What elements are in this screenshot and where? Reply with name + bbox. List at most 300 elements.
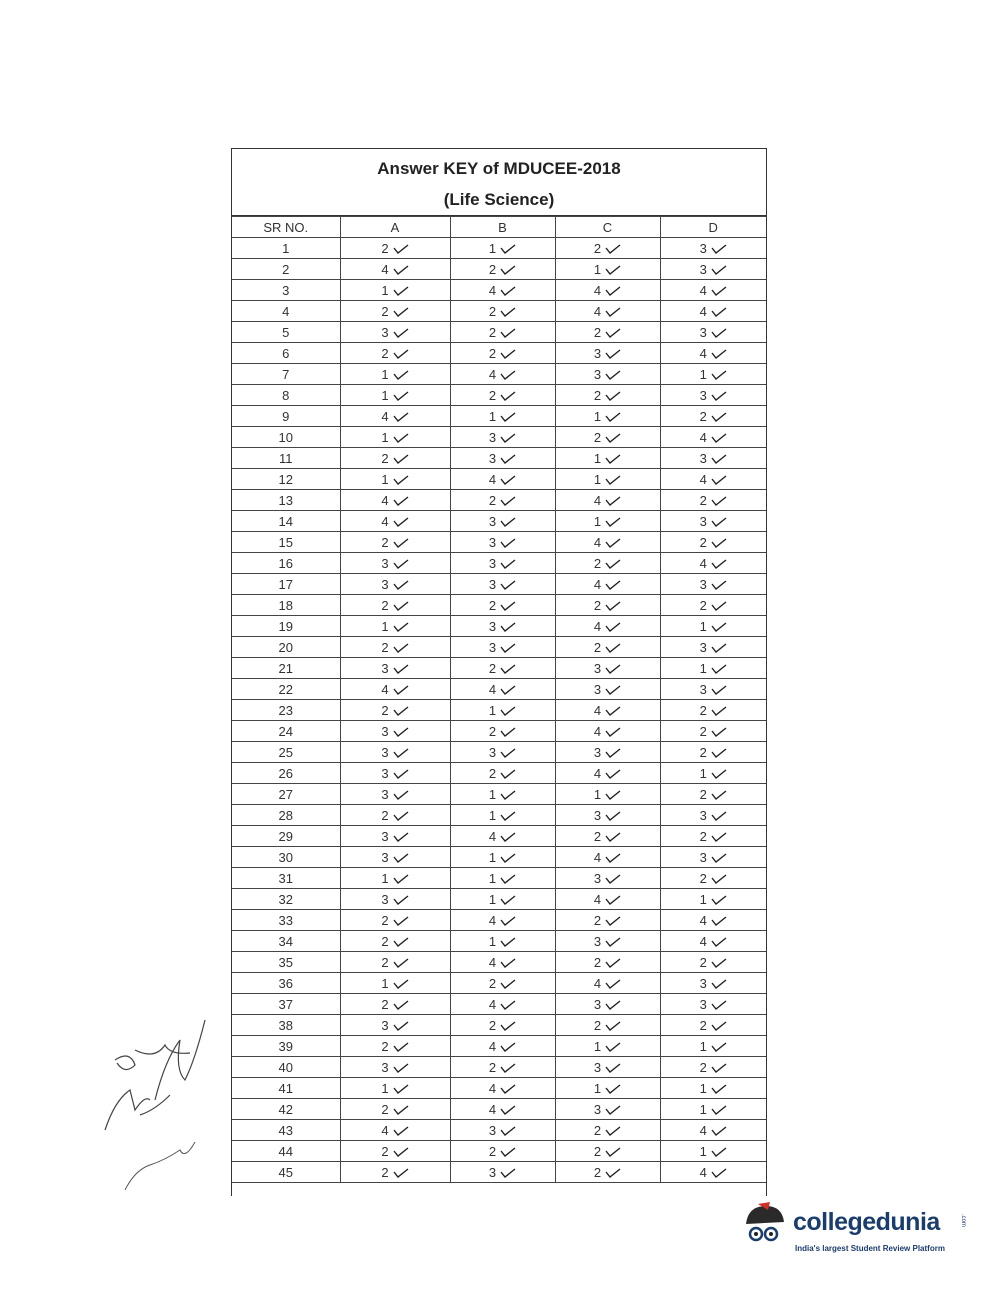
table-row xyxy=(232,280,766,301)
answer-value: 2 xyxy=(381,996,389,1012)
answer-value: 1 xyxy=(593,513,602,529)
answer-value: 1 xyxy=(699,1038,707,1054)
answer-value: 2 xyxy=(593,597,602,613)
serial-number: 6 xyxy=(282,345,290,361)
cell-d xyxy=(660,469,766,490)
answer-value: 3 xyxy=(699,240,707,256)
answer-value: 1 xyxy=(488,786,497,802)
answer-value: 2 xyxy=(593,954,602,970)
checkmark-icon xyxy=(605,496,621,506)
answer-value: 2 xyxy=(593,555,602,571)
table-row xyxy=(232,1099,766,1120)
cell-sr-no xyxy=(232,595,340,616)
table-row xyxy=(232,553,766,574)
checkmark-icon xyxy=(711,727,727,737)
checkmark-icon xyxy=(500,643,516,653)
checkmark-icon xyxy=(393,496,409,506)
cell-d xyxy=(660,1162,766,1183)
checkmark-icon xyxy=(393,244,409,254)
cell-b xyxy=(450,553,555,574)
cell-sr-no xyxy=(232,427,340,448)
cell-b xyxy=(450,1057,555,1078)
cell-c xyxy=(555,658,660,679)
cell-c xyxy=(555,1120,660,1141)
cell-c xyxy=(555,805,660,826)
answer-value: 4 xyxy=(488,996,497,1012)
table-row xyxy=(232,847,766,868)
serial-number: 35 xyxy=(278,954,293,970)
cell-c xyxy=(555,595,660,616)
collegedunia-logo xyxy=(738,1200,968,1260)
header-d: D xyxy=(660,217,766,238)
checkmark-icon xyxy=(605,769,621,779)
cell-a xyxy=(340,343,450,364)
checkmark-icon xyxy=(393,1105,409,1115)
cell-b xyxy=(450,595,555,616)
cell-sr-no xyxy=(232,952,340,973)
cell-c xyxy=(555,637,660,658)
checkmark-icon xyxy=(393,979,409,989)
answer-value: 4 xyxy=(699,471,707,487)
checkmark-icon xyxy=(711,1105,727,1115)
cell-b xyxy=(450,910,555,931)
cell-a xyxy=(340,973,450,994)
cell-d xyxy=(660,826,766,847)
cell-c xyxy=(555,952,660,973)
answer-value: 1 xyxy=(488,240,497,256)
table-row xyxy=(232,1036,766,1057)
cell-sr-no xyxy=(232,889,340,910)
checkmark-icon xyxy=(711,916,727,926)
answer-value: 3 xyxy=(488,429,497,445)
answer-value: 4 xyxy=(593,618,602,634)
cell-c xyxy=(555,238,660,259)
serial-number: 36 xyxy=(278,975,293,991)
answer-value: 4 xyxy=(488,282,497,298)
answer-value: 2 xyxy=(593,240,602,256)
checkmark-icon xyxy=(393,1147,409,1157)
cell-a xyxy=(340,427,450,448)
answer-value: 3 xyxy=(488,639,497,655)
cell-sr-no xyxy=(232,385,340,406)
answer-value: 2 xyxy=(699,702,707,718)
header-c: C xyxy=(555,217,660,238)
cell-c xyxy=(555,364,660,385)
cell-c xyxy=(555,511,660,532)
answer-value: 2 xyxy=(488,765,497,781)
serial-number: 12 xyxy=(278,471,293,487)
cell-b xyxy=(450,322,555,343)
answer-value: 4 xyxy=(381,261,389,277)
answer-value: 4 xyxy=(381,492,389,508)
table-row xyxy=(232,826,766,847)
answer-value: 3 xyxy=(381,723,389,739)
checkmark-icon xyxy=(711,1147,727,1157)
cell-c xyxy=(555,868,660,889)
cell-d xyxy=(660,280,766,301)
answer-value: 3 xyxy=(381,891,389,907)
answer-table xyxy=(232,216,766,1183)
checkmark-icon xyxy=(500,622,516,632)
answer-value: 4 xyxy=(593,975,602,991)
cell-c xyxy=(555,931,660,952)
serial-number: 22 xyxy=(278,681,293,697)
cell-c xyxy=(555,889,660,910)
answer-value: 3 xyxy=(593,1059,602,1075)
table-row xyxy=(232,1141,766,1162)
checkmark-icon xyxy=(605,622,621,632)
cell-d xyxy=(660,868,766,889)
cell-a xyxy=(340,406,450,427)
cell-d xyxy=(660,385,766,406)
checkmark-icon xyxy=(605,433,621,443)
cell-c xyxy=(555,1036,660,1057)
checkmark-icon xyxy=(605,874,621,884)
cell-sr-no xyxy=(232,238,340,259)
cell-c xyxy=(555,1141,660,1162)
answer-value: 2 xyxy=(488,324,497,340)
cell-c xyxy=(555,721,660,742)
checkmark-icon xyxy=(393,1063,409,1073)
answer-value: 2 xyxy=(381,1164,389,1180)
cell-sr-no xyxy=(232,259,340,280)
answer-value: 3 xyxy=(699,681,707,697)
cell-d xyxy=(660,973,766,994)
answer-value: 1 xyxy=(488,870,497,886)
checkmark-icon xyxy=(711,664,727,674)
cell-b xyxy=(450,1120,555,1141)
answer-value: 4 xyxy=(593,282,602,298)
header-a: A xyxy=(340,217,450,238)
table-body xyxy=(232,238,766,1183)
answer-value: 1 xyxy=(593,1080,602,1096)
checkmark-icon xyxy=(605,916,621,926)
cell-sr-no xyxy=(232,322,340,343)
checkmark-icon xyxy=(711,244,727,254)
cell-c xyxy=(555,973,660,994)
answer-value: 2 xyxy=(381,912,389,928)
checkmark-icon xyxy=(605,958,621,968)
checkmark-icon xyxy=(605,412,621,422)
cell-b xyxy=(450,658,555,679)
serial-number: 40 xyxy=(278,1059,293,1075)
serial-number: 38 xyxy=(278,1017,293,1033)
answer-key-sheet xyxy=(231,148,767,1196)
cell-sr-no xyxy=(232,301,340,322)
checkmark-icon xyxy=(500,496,516,506)
checkmark-icon xyxy=(605,1084,621,1094)
table-row xyxy=(232,763,766,784)
cell-b xyxy=(450,280,555,301)
checkmark-icon xyxy=(605,1042,621,1052)
checkmark-icon xyxy=(605,895,621,905)
answer-value: 4 xyxy=(593,576,602,592)
answer-value: 4 xyxy=(699,1164,707,1180)
cell-d xyxy=(660,490,766,511)
answer-value: 4 xyxy=(488,366,497,382)
table-row xyxy=(232,700,766,721)
table-row xyxy=(232,385,766,406)
cell-a xyxy=(340,574,450,595)
answer-value: 3 xyxy=(381,828,389,844)
checkmark-icon xyxy=(605,706,621,716)
cell-b xyxy=(450,1078,555,1099)
checkmark-icon xyxy=(500,307,516,317)
answer-value: 2 xyxy=(381,534,389,550)
cell-a xyxy=(340,847,450,868)
answer-value: 2 xyxy=(488,492,497,508)
serial-number: 23 xyxy=(278,702,293,718)
answer-value: 4 xyxy=(381,513,389,529)
cell-a xyxy=(340,385,450,406)
answer-value: 1 xyxy=(381,618,389,634)
table-row xyxy=(232,1057,766,1078)
checkmark-icon xyxy=(711,433,727,443)
checkmark-icon xyxy=(500,1105,516,1115)
cell-b xyxy=(450,532,555,553)
checkmark-icon xyxy=(393,685,409,695)
cell-b xyxy=(450,805,555,826)
serial-number: 28 xyxy=(278,807,293,823)
document-title: Answer KEY of MDUCEE-2018 xyxy=(377,159,621,178)
answer-value: 4 xyxy=(593,765,602,781)
checkmark-icon xyxy=(500,559,516,569)
answer-value: 3 xyxy=(488,618,497,634)
checkmark-icon xyxy=(605,1063,621,1073)
cell-d xyxy=(660,784,766,805)
cell-sr-no xyxy=(232,532,340,553)
checkmark-icon xyxy=(711,874,727,884)
checkmark-icon xyxy=(500,601,516,611)
serial-number: 26 xyxy=(278,765,293,781)
cell-b xyxy=(450,1099,555,1120)
checkmark-icon xyxy=(500,1147,516,1157)
answer-value: 1 xyxy=(593,450,602,466)
cell-c xyxy=(555,847,660,868)
table-header-row xyxy=(232,217,766,238)
checkmark-icon xyxy=(711,412,727,422)
cell-a xyxy=(340,616,450,637)
answer-value: 1 xyxy=(593,786,602,802)
checkmark-icon xyxy=(605,643,621,653)
checkmark-icon xyxy=(393,559,409,569)
checkmark-icon xyxy=(711,517,727,527)
cell-a xyxy=(340,511,450,532)
answer-value: 3 xyxy=(593,345,602,361)
checkmark-icon xyxy=(393,370,409,380)
answer-value: 2 xyxy=(593,324,602,340)
cell-a xyxy=(340,805,450,826)
checkmark-icon xyxy=(393,916,409,926)
checkmark-icon xyxy=(500,349,516,359)
answer-value: 2 xyxy=(488,660,497,676)
checkmark-icon xyxy=(711,790,727,800)
checkmark-icon xyxy=(711,1000,727,1010)
cell-d xyxy=(660,1099,766,1120)
cell-c xyxy=(555,616,660,637)
answer-value: 2 xyxy=(699,954,707,970)
checkmark-icon xyxy=(605,727,621,737)
checkmark-icon xyxy=(605,328,621,338)
cell-c xyxy=(555,574,660,595)
checkmark-icon xyxy=(605,1000,621,1010)
cell-a xyxy=(340,763,450,784)
table-row xyxy=(232,532,766,553)
answer-value: 1 xyxy=(381,870,389,886)
answer-value: 1 xyxy=(699,660,707,676)
cell-sr-no xyxy=(232,847,340,868)
cell-d xyxy=(660,406,766,427)
answer-value: 2 xyxy=(488,1059,497,1075)
cell-a xyxy=(340,931,450,952)
cell-a xyxy=(340,322,450,343)
cell-b xyxy=(450,1162,555,1183)
cell-b xyxy=(450,994,555,1015)
table-row xyxy=(232,322,766,343)
serial-number: 2 xyxy=(282,261,290,277)
cell-a xyxy=(340,280,450,301)
answer-value: 3 xyxy=(593,870,602,886)
cell-b xyxy=(450,406,555,427)
answer-value: 2 xyxy=(699,870,707,886)
serial-number: 39 xyxy=(278,1038,293,1054)
answer-value: 3 xyxy=(488,1122,497,1138)
cell-d xyxy=(660,343,766,364)
logo-tagline: India's largest Student Review Platform xyxy=(795,1244,945,1253)
checkmark-icon xyxy=(393,475,409,485)
answer-value: 2 xyxy=(381,597,389,613)
checkmark-icon xyxy=(393,601,409,611)
cell-c xyxy=(555,910,660,931)
answer-value: 2 xyxy=(699,597,707,613)
answer-value: 2 xyxy=(488,387,497,403)
checkmark-icon xyxy=(605,517,621,527)
cell-a xyxy=(340,637,450,658)
cell-a xyxy=(340,1099,450,1120)
cell-sr-no xyxy=(232,490,340,511)
checkmark-icon xyxy=(605,979,621,989)
serial-number: 31 xyxy=(278,870,293,886)
cell-d xyxy=(660,721,766,742)
checkmark-icon xyxy=(605,1168,621,1178)
checkmark-icon xyxy=(393,769,409,779)
table-row xyxy=(232,868,766,889)
cell-sr-no xyxy=(232,406,340,427)
answer-value: 2 xyxy=(699,492,707,508)
cell-a xyxy=(340,679,450,700)
checkmark-icon xyxy=(711,1021,727,1031)
answer-value: 1 xyxy=(593,408,602,424)
checkmark-icon xyxy=(500,412,516,422)
answer-value: 1 xyxy=(488,702,497,718)
checkmark-icon xyxy=(605,937,621,947)
checkmark-icon xyxy=(393,1042,409,1052)
answer-value: 3 xyxy=(593,366,602,382)
answer-value: 3 xyxy=(699,513,707,529)
cell-d xyxy=(660,364,766,385)
handwritten-signatures xyxy=(95,900,235,1200)
cell-sr-no xyxy=(232,805,340,826)
cell-b xyxy=(450,931,555,952)
cell-d xyxy=(660,1120,766,1141)
answer-value: 3 xyxy=(381,555,389,571)
cell-sr-no xyxy=(232,679,340,700)
answer-value: 2 xyxy=(488,261,497,277)
cell-d xyxy=(660,994,766,1015)
answer-value: 4 xyxy=(699,1122,707,1138)
checkmark-icon xyxy=(711,622,727,632)
table-row xyxy=(232,574,766,595)
table-row xyxy=(232,784,766,805)
answer-value: 4 xyxy=(488,1038,497,1054)
answer-value: 1 xyxy=(381,471,389,487)
cell-a xyxy=(340,553,450,574)
checkmark-icon xyxy=(500,811,516,821)
table-row xyxy=(232,238,766,259)
cell-a xyxy=(340,490,450,511)
checkmark-icon xyxy=(500,328,516,338)
checkmark-icon xyxy=(605,475,621,485)
cell-d xyxy=(660,931,766,952)
checkmark-icon xyxy=(393,265,409,275)
cell-b xyxy=(450,889,555,910)
cell-sr-no xyxy=(232,742,340,763)
checkmark-icon xyxy=(605,307,621,317)
serial-number: 43 xyxy=(278,1122,293,1138)
checkmark-icon xyxy=(711,1084,727,1094)
checkmark-icon xyxy=(605,370,621,380)
checkmark-icon xyxy=(500,454,516,464)
answer-value: 4 xyxy=(699,303,707,319)
checkmark-icon xyxy=(393,433,409,443)
checkmark-icon xyxy=(500,475,516,485)
checkmark-icon xyxy=(711,958,727,968)
serial-number: 44 xyxy=(278,1143,293,1159)
cell-a xyxy=(340,721,450,742)
cell-d xyxy=(660,1078,766,1099)
cell-sr-no xyxy=(232,931,340,952)
checkmark-icon xyxy=(605,244,621,254)
cell-d xyxy=(660,1141,766,1162)
checkmark-icon xyxy=(500,685,516,695)
checkmark-icon xyxy=(711,496,727,506)
checkmark-icon xyxy=(711,286,727,296)
cell-a xyxy=(340,238,450,259)
cell-c xyxy=(555,1078,660,1099)
cell-sr-no xyxy=(232,784,340,805)
checkmark-icon xyxy=(393,286,409,296)
checkmark-icon xyxy=(393,391,409,401)
checkmark-icon xyxy=(605,391,621,401)
cell-c xyxy=(555,1099,660,1120)
table-row xyxy=(232,301,766,322)
cell-a xyxy=(340,1120,450,1141)
header-b: B xyxy=(450,217,555,238)
cell-d xyxy=(660,238,766,259)
answer-value: 3 xyxy=(699,849,707,865)
table-row xyxy=(232,448,766,469)
answer-value: 3 xyxy=(381,660,389,676)
answer-value: 3 xyxy=(381,1017,389,1033)
answer-value: 3 xyxy=(488,744,497,760)
checkmark-icon xyxy=(500,244,516,254)
checkmark-icon xyxy=(393,328,409,338)
cell-d xyxy=(660,889,766,910)
checkmark-icon xyxy=(393,1000,409,1010)
checkmark-icon xyxy=(393,538,409,548)
answer-value: 4 xyxy=(488,681,497,697)
cell-sr-no xyxy=(232,1036,340,1057)
